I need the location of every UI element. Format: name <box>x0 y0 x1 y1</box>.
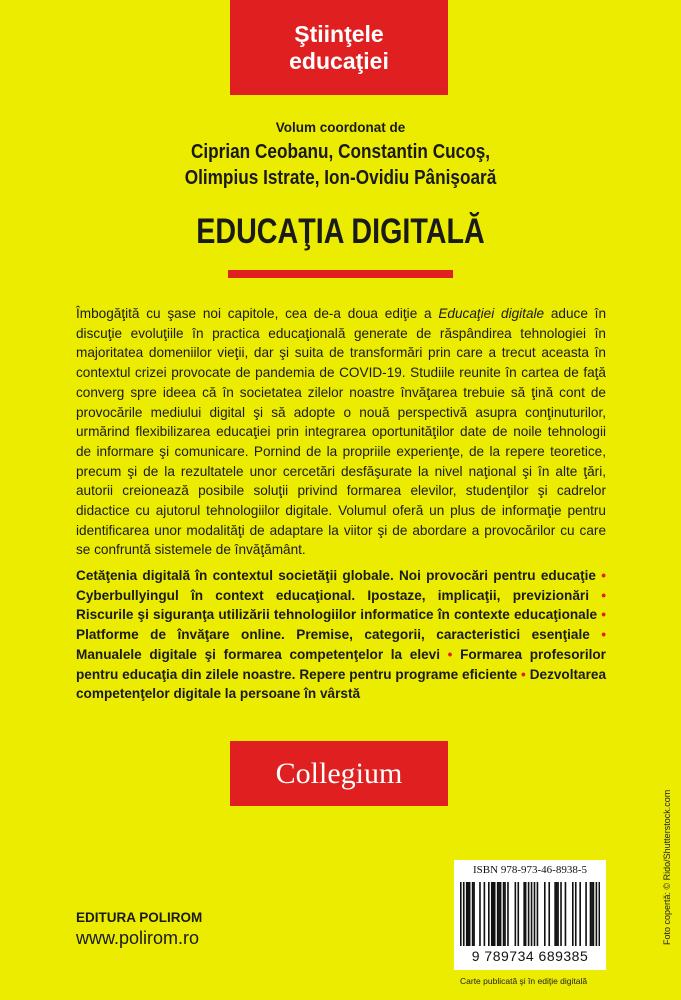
chapter-separator-bullet: • <box>595 568 606 583</box>
chapter-title: Dezvoltarea competenţelor digitale la persoane în vârstă <box>76 666 606 702</box>
barcode-bar <box>560 882 562 946</box>
barcode-bar <box>472 882 474 946</box>
barcode-bar <box>498 882 500 946</box>
barcode-bar <box>565 882 567 946</box>
barcode-bar <box>517 882 519 946</box>
barcode-bar <box>534 882 536 946</box>
barcode-bar <box>484 882 486 946</box>
authors <box>48 139 634 191</box>
authors-line-2: Olimpius Istrate, Ion-Ovidiu Pânişoară <box>184 167 497 189</box>
chapter-title: Manualele digitale şi formarea competenţelor la elevi <box>76 646 440 662</box>
barcode-bar <box>467 882 469 946</box>
chapter-separator-bullet: • <box>440 646 461 662</box>
book-title: EDUCAŢIA DIGITALĂ <box>196 212 485 251</box>
chapter-separator-bullet: • <box>517 666 530 682</box>
barcode-bar <box>473 882 475 946</box>
barcode-bar <box>469 882 471 946</box>
coordinator-label: Volum coordonat de <box>275 120 406 135</box>
chapter-list <box>76 566 606 704</box>
barcode-bar <box>590 882 592 946</box>
chapter-separator-bullet: • <box>597 607 606 623</box>
barcode-bar <box>523 882 525 946</box>
isbn-label: ISBN 978-973-46-8938-5 <box>473 864 587 876</box>
barcode-bar <box>492 882 494 946</box>
barcode-bar <box>515 882 517 946</box>
barcode-bar <box>575 882 577 946</box>
chapter-title: Cetăţenia digitală în contextul societăţii globale. Noi provocări pentru educaţie <box>76 568 596 583</box>
publisher-name: EDITURA POLIROM <box>76 910 203 925</box>
barcode-bar <box>585 882 587 946</box>
digital-edition-note: Carte publicată şi în ediţie digitală <box>460 976 588 986</box>
barcode-bar <box>463 882 465 946</box>
publisher-website: www.polirom.ro <box>76 928 200 948</box>
barcode-bar <box>556 882 558 946</box>
chapter-title: Riscurile şi siguranţa utilizării tehnologiilor informatice în contexte educaţionale <box>76 607 598 623</box>
description-text-start: Îmbogăţită cu şase noi capitole, cea de-a doua ediţie a <box>76 306 439 321</box>
series-label <box>230 0 448 95</box>
barcode-bar <box>544 882 546 946</box>
barcode-icon <box>460 882 600 946</box>
imprint-logo: Collegium <box>230 741 448 806</box>
barcode-bar <box>599 882 600 946</box>
barcode-bar <box>596 882 598 946</box>
series-line-2: educaţiei <box>289 47 389 74</box>
barcode-bar <box>494 882 496 946</box>
series-line-1: Ştiinţele <box>294 20 384 47</box>
barcode-bar <box>554 882 556 946</box>
barcode-bar <box>525 882 527 946</box>
barcode-bar <box>528 882 530 946</box>
barcode-digits: 9 789734 689385 <box>471 948 589 964</box>
title-underline <box>228 270 453 278</box>
chapter-separator-bullet: • <box>589 587 606 603</box>
description-text-rest: aduce în discuţie evoluţiile în practica educaţională generate de răspândirea tehnologiei în majoritatea domeniilor vieţii, dar şi suita de transformări prin care a trecut aceasta în contextul crizei provocate de pandemia de COVID-19. Studiile reunite în cartea de faţă converg spre ideea că în societatea zilelor noastre învăţarea trebuie să ţină cont de provocările mediului digital şi să adopte o nouă perspectivă asupra conţinuturilor, urmărind flexibilizarea educaţiei prin integrarea oportunităţilor date de noile tehnologii de informare şi comunicare. Pornind de la propriile experienţe, de la repere teoretice, precum şi de la rezultatele unor cercetări desfăşurate la nivel naţional şi în alte ţări, autorii creionează posibile soluţii privind formarea elevilor, studenţilor şi cadrelor didactice cu ajutorul tehnologiilor digitale. Volumul oferă un plus de informaţie pentru identificarea unor modalităţi de adaptare la viitor şi de abordare a provocărilor cu care se confruntă sistemele de învăţământ. <box>76 306 607 558</box>
barcode-bar <box>503 882 505 946</box>
barcode-bar <box>500 882 502 946</box>
barcode-bar <box>548 882 550 946</box>
barcode-bar <box>579 882 581 946</box>
barcode-bar <box>507 882 509 946</box>
barcode-bar <box>504 882 506 946</box>
barcode-bar <box>572 882 574 946</box>
photo-credit: Foto copertă: © Rido/Shutterstock.com <box>662 789 672 945</box>
barcode-bar <box>531 882 533 946</box>
barcode-bar <box>479 882 481 946</box>
barcode-panel <box>454 860 606 970</box>
barcode-bar <box>593 882 595 946</box>
book-description <box>76 304 606 560</box>
barcode-bar <box>491 882 493 946</box>
barcode-bar <box>497 882 499 946</box>
barcode-bar <box>537 882 539 946</box>
barcode-bar <box>488 882 490 946</box>
authors-line-1: Ciprian Ceobanu, Constantin Cucoş, <box>190 141 491 163</box>
chapter-title: Cyberbullyingul în context educaţional. Ipostaze, implicaţii, previzionări <box>76 587 589 603</box>
barcode-bar <box>466 882 468 946</box>
description-italic-title: Educaţiei digitale <box>438 306 545 321</box>
chapter-title: Formarea profesorilor pentru educaţia din zilele noastre. Repere pentru programe eficiente <box>76 646 606 682</box>
barcode-bar <box>460 882 462 946</box>
barcode-bar <box>591 882 593 946</box>
barcode-bar <box>557 882 559 946</box>
chapter-separator-bullet: • <box>589 627 606 643</box>
chapter-title: Platforme de învăţare online. Premise, categorii, caracteristici esenţiale <box>76 627 590 643</box>
